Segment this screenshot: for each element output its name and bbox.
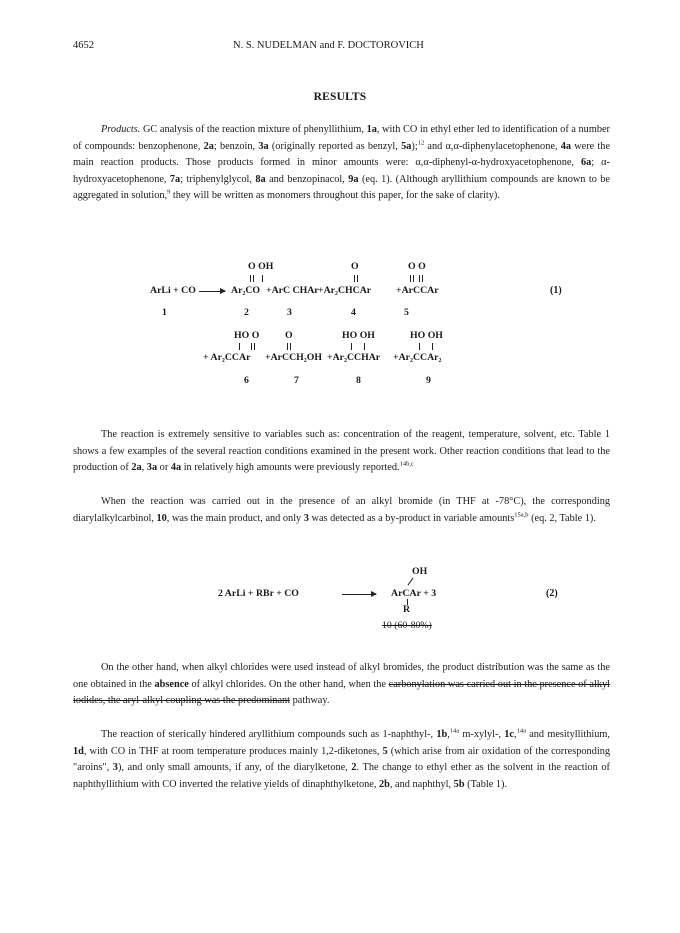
eq1-product-8: +Ar₂CCHAr [327,352,381,363]
eq1-sub-4: O [351,261,359,272]
eq1-bond [419,275,423,282]
eq1-sub-9: HO OH [410,330,443,341]
eq1-bond [351,343,354,350]
eq1-product-9: +Ar₂CCAr₂ [393,352,442,363]
eq1-bond [250,275,254,282]
reaction-arrow-icon [342,594,376,595]
paragraph-alkyl-chlorides: On the other hand, when alkyl chlorides were used instead of alkyl bromides, the product distribution was the same as the one obtained in the absence of alkyl chlorides. On the other hand, when the carbonylation was carried out in the presence of alkyl iodides, the aryl-alkyl coupling was the predominant pathway. [73,662,610,707]
eq2-yield: 10 (60-80%) [382,620,432,631]
paragraph-products: Products. GC analysis of the reaction mixture of phenyllithium, 1a, with CO in ethyl ether led to identification of a number of compounds: benzophenone, 2a; benzoin, 3a (originally reported as benzyl, 5a);$^{12}$ and α,α-diphenylacetophenone, 4a were the main reaction products. Those products formed in minor amounts were: α,α-diphenyl-α-hydroxyacetophenone, 6a; α-hydroxyacetophenone, 7a; triphenylglycol, 8a and benzopinacol, 9a (eq. 1). (Although aryllithium compounds are known to be aggregated in solution,$^9$ they will be written as monomers throughout this paper, for the sake of clarity). [73,124,611,202]
eq2-product: ArCAr + 3 [391,588,437,599]
paragraph-alkyl-bromide: When the reaction was carried out in the presence of an alkyl bromide (in THF at -78°C), the corresponding diarylalkylcarbinol, 10, was the main product, and only 3 was detected as a by-product in variable amounts$^{15a,b}$ (eq. 2, Table 1). [73,496,610,524]
page-number: 4652 [73,40,94,51]
eq1-product-5: +ArCCAr [396,285,439,296]
eq2-r: R [403,604,411,615]
compound-label-4: 4 [351,307,356,318]
eq1-bond [287,343,291,350]
eq1-sub-7: O [285,330,293,341]
reaction-arrow-icon [199,291,225,292]
eq1-sub-5: O O [408,261,426,272]
eq1-number: (1) [550,285,562,296]
eq1-bond [410,275,414,282]
eq1-bond [262,275,265,282]
eq2-bond [408,578,414,586]
running-header-authors: N. S. NUDELMAN and F. DOCTOROVICH [233,40,424,51]
eq1-bond [251,343,255,350]
eq1-reactants: ArLi + CO [150,285,196,296]
compound-label-6: 6 [244,375,249,386]
compound-label-2: 2 [244,307,249,318]
paragraph-sensitivity: The reaction is extremely sensitive to variables such as: concentration of the reagent, temperature, solvent, etc. Table 1 shows a few examples of the several reaction conditions examined in the present work. Other reaction conditions that lead to the production of 2a, 3a or 4a in relatively high amounts were previously reported.$^{14b,c}$ [73,429,610,474]
eq1-product-2: Ar₂CO [231,285,261,296]
eq1-product-3: +ArC CHAr [266,285,319,296]
compound-label-7: 7 [294,375,299,386]
eq2-number: (2) [546,588,558,599]
compound-label-1: 1 [162,307,167,318]
eq1-bond [419,343,422,350]
eq1-sub-3: O OH [248,261,274,272]
eq1-sub-8: HO OH [342,330,375,341]
compound-label-3: 3 [287,307,292,318]
eq1-sub-6: HO O [234,330,260,341]
eq1-product-7: +ArCCH₂OH [265,352,322,363]
eq1-bond [364,343,367,350]
eq1-bond [354,275,358,282]
compound-label-9: 9 [426,375,431,386]
eq2-reactants: 2 ArLi + RBr + CO [218,588,299,599]
eq1-product-6: + Ar₂CCAr [203,352,251,363]
eq1-product-4: +Ar₂CHCAr [318,285,372,296]
paragraph-hindered: The reaction of sterically hindered aryllithium compounds such as 1-naphthyl-, 1b,$^{14a}$ m-xylyl-, 1c,$^{14a}$ and mesityllithium, 1d, with CO in THF at room temperature produces mainly 1,2-diketones, 5 (which arise from air oxidation of the corresponding "aroins", 3), and only small amounts, if any, of the diarylketone, 2. The change to ethyl ether as the solvent in the reaction of naphthyllithium with CO inverted the relative yields of dinaphthylketone, 2b, and naphthyl, 5b (Table 1). [73,727,610,790]
compound-label-5: 5 [404,307,409,318]
compound-label-8: 8 [356,375,361,386]
section-title: RESULTS [313,91,367,103]
eq1-bond [432,343,435,350]
eq2-oh: OH [412,566,428,577]
eq1-bond [239,343,242,350]
